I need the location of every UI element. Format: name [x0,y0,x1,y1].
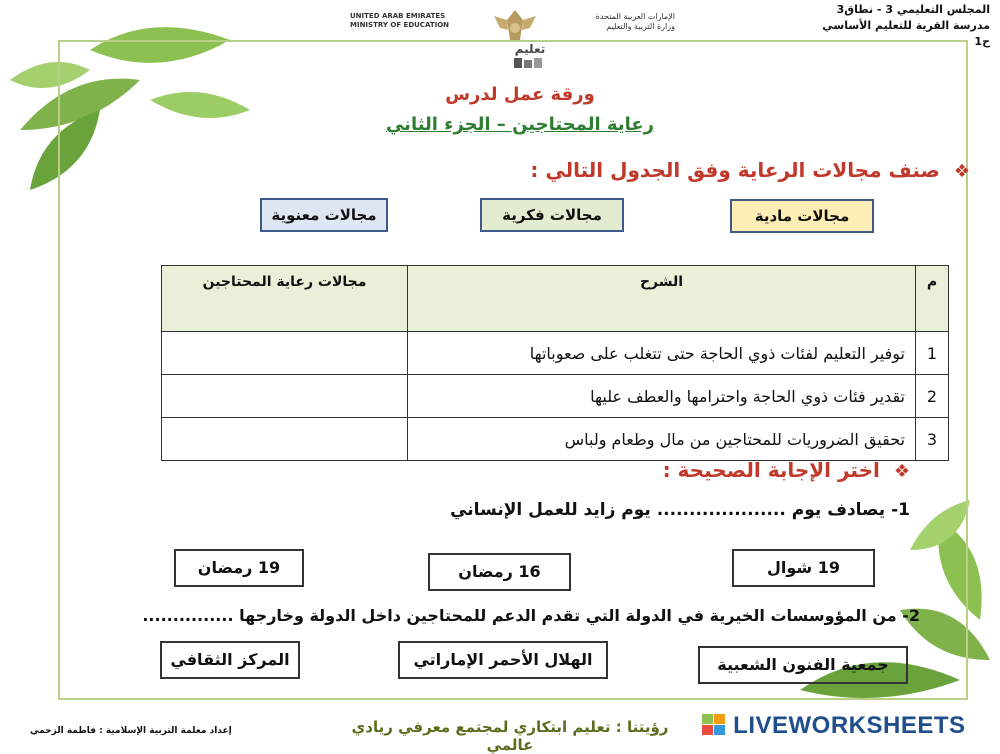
row-num: 3 [916,418,949,461]
table-row [162,418,949,461]
uae-emblem-icon [490,6,540,44]
ministry-en-line2: MINISTRY OF EDUCATION [350,21,450,29]
row-description: تحقيق الضروريات للمحتاجين من مال وطعام ولباس [408,418,916,461]
brand-text: LIVEWORKSHEETS [733,712,966,739]
answer-drop-zone[interactable] [162,332,408,375]
ministry-arabic [545,12,675,32]
lesson-title: رعاية المحتاجين – الجزء الثاني [385,114,655,135]
answer-drop-zone[interactable] [162,375,408,418]
header-field: مجالات رعاية المحتاجين [162,266,408,332]
vision-statement: رؤيتنا : تعليم ابتكاري لمجتمع معرفي ريادي عالمي [351,718,669,754]
classification-table [161,265,949,461]
ministry-english [350,12,480,30]
diamond-bullet-icon: ❖ [953,161,970,182]
logo-mark-icon [510,56,550,72]
author-credit: إعداد معلمة التربية الإسلامية : فاطمة الزحمي [30,726,232,736]
table-header-row [162,266,949,332]
row-num: 1 [916,332,949,375]
school-label: مدرسة القرية للتعليم الأساسي ح1 [822,19,990,48]
ministry-ar-line1: الإمارات العربية المتحدة [595,12,675,21]
liveworksheets-brand[interactable] [702,712,992,740]
table-row [162,375,949,418]
option-16-ramadan[interactable]: 16 رمضان [428,553,571,591]
question1-text: صنف مجالات الرعاية وفق الجدول التالي : [530,158,940,182]
question2-item1: 1- يصادف يوم .................... يوم زايد للعمل الإنساني [450,500,910,520]
option-19-ramadan[interactable]: 19 رمضان [174,549,304,587]
council-label: المجلس التعليمي 3 - نطاق3 [836,3,990,16]
header-explanation: الشرح [408,266,916,332]
header-num: م [916,266,949,332]
row-num: 2 [916,375,949,418]
category-material[interactable]: مجالات مادية [730,199,874,233]
question2-item2: 2- من المؤوسسات الخيرية في الدولة التي تقدم الدعم للمحتاجين داخل الدولة وخارجها ............... [142,606,920,625]
question1-heading [500,158,970,182]
option-folk-arts[interactable]: جمعية الفنون الشعبية [698,646,908,684]
row-description: توفير التعليم لفئات ذوي الحاجة حتى تتغلب على صعوباتها [408,332,916,375]
row-description: تقدير فئات ذوي الحاجة واحترامها والعطف عليها [408,375,916,418]
ministry-ar-line2: وزارة التربية والتعليم [606,22,675,31]
liveworksheets-logo-icon [702,714,726,736]
option-cultural-center[interactable]: المركز الثقافي [160,641,300,679]
option-19-shawwal[interactable]: 19 شوال [732,549,875,587]
school-header [820,2,990,50]
question2-text: اختر الإجابة الصحيحة : [662,458,880,482]
table-row [162,332,949,375]
logo-text: تعليم [514,42,546,56]
question2-heading [580,458,910,482]
category-moral[interactable]: مجالات معنوية [260,198,388,232]
option-red-crescent[interactable]: الهلال الأحمر الإماراتي [398,641,608,679]
ministry-en-line1: UNITED ARAB EMIRATES [350,12,446,20]
answer-drop-zone[interactable] [162,418,408,461]
worksheet-title: ورقة عمل لدرس [445,84,595,105]
taalim-logo [505,42,555,76]
diamond-bullet-icon: ❖ [893,461,910,482]
category-intellectual[interactable]: مجالات فكرية [480,198,624,232]
